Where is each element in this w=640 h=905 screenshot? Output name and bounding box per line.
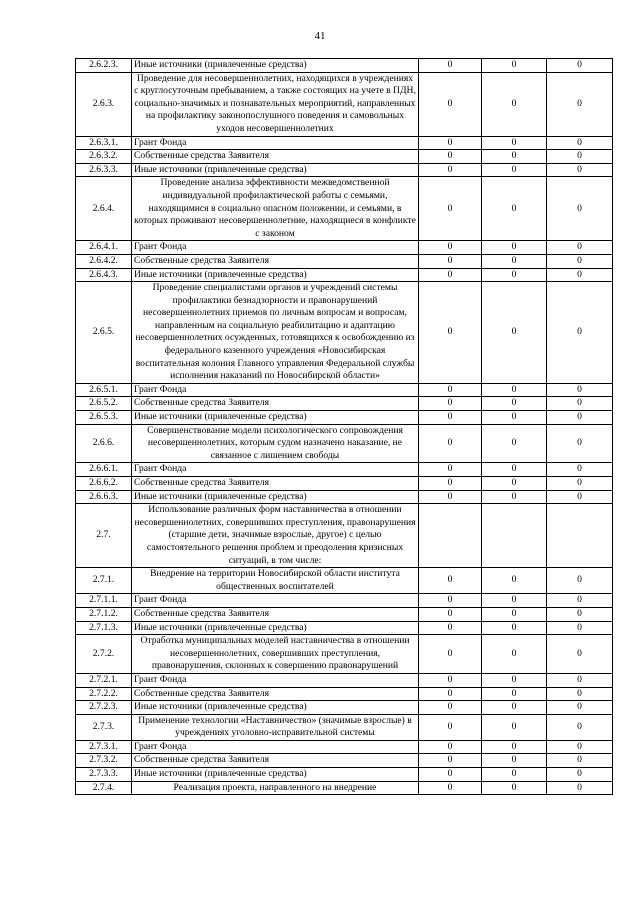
table-row bbox=[76, 701, 613, 715]
row-name-cell: Внедрение на территории Новосибирской области института общественных воспитателей bbox=[132, 568, 419, 594]
table-row bbox=[76, 424, 613, 463]
row-value-1-cell: 0 bbox=[419, 424, 482, 463]
row-name-cell: Иные источники (привлеченные средства) bbox=[132, 59, 419, 73]
row-value-2-cell: 0 bbox=[482, 568, 547, 594]
row-value-1-cell: 0 bbox=[419, 411, 482, 425]
row-code-cell: 2.7.3.1. bbox=[76, 740, 132, 754]
table-row bbox=[76, 673, 613, 687]
row-value-1-cell: 0 bbox=[419, 740, 482, 754]
row-value-3-cell: 0 bbox=[547, 268, 613, 282]
row-code-cell: 2.6.5. bbox=[76, 282, 132, 384]
row-value-1-cell: 0 bbox=[419, 754, 482, 768]
row-value-1-cell: 0 bbox=[419, 594, 482, 608]
row-name-cell: Грант Фонда bbox=[132, 594, 419, 608]
row-value-3-cell: 0 bbox=[547, 477, 613, 491]
table-row bbox=[76, 594, 613, 608]
row-value-1-cell: 0 bbox=[419, 621, 482, 635]
row-value-3-cell: 0 bbox=[547, 397, 613, 411]
row-name-cell: Иные источники (привлеченные средства) bbox=[132, 163, 419, 177]
row-value-1-cell: 0 bbox=[419, 59, 482, 73]
table-row bbox=[76, 490, 613, 504]
row-name-cell: Проведение анализа эффективности межведомственной индивидуальной профилактической работы с семьями, находящимися в социально опасном положении, и семьями, в которых проживают несовершеннолетние, находящиеся в конфликте с законом bbox=[132, 177, 419, 241]
row-name-cell: Иные источники (привлеченные средства) bbox=[132, 768, 419, 782]
row-code-cell: 2.6.4.3. bbox=[76, 268, 132, 282]
table-row bbox=[76, 768, 613, 782]
row-value-1-cell: 0 bbox=[419, 397, 482, 411]
row-value-2-cell: 0 bbox=[482, 268, 547, 282]
row-name-cell: Собственные средства Заявителя bbox=[132, 754, 419, 768]
row-value-1-cell: 0 bbox=[419, 701, 482, 715]
table-row bbox=[76, 268, 613, 282]
table-row bbox=[76, 504, 613, 568]
row-name-cell: Отработка муниципальных моделей наставничества в отношении несовершеннолетних, совершивших преступления, правонарушения, склонных к совершению правонарушений bbox=[132, 635, 419, 674]
row-code-cell: 2.7.1. bbox=[76, 568, 132, 594]
row-value-3-cell: 0 bbox=[547, 740, 613, 754]
row-value-3-cell: 0 bbox=[547, 241, 613, 255]
row-value-2-cell: 0 bbox=[482, 781, 547, 795]
row-name-cell: Применение технологии «Наставничество» (значимые взрослые) в учреждениях уголовно-исправительной системы bbox=[132, 714, 419, 740]
row-value-1-cell: 0 bbox=[419, 687, 482, 701]
row-code-cell: 2.6.5.1. bbox=[76, 383, 132, 397]
row-code-cell: 2.6.5.2. bbox=[76, 397, 132, 411]
row-value-1-cell: 0 bbox=[419, 768, 482, 782]
row-value-1-cell: 0 bbox=[419, 781, 482, 795]
row-value-3-cell: 0 bbox=[547, 59, 613, 73]
row-value-3-cell: 0 bbox=[547, 177, 613, 241]
page-number: 41 bbox=[314, 30, 326, 42]
row-name-cell: Собственные средства Заявителя bbox=[132, 150, 419, 164]
table-row bbox=[76, 754, 613, 768]
table-row bbox=[76, 163, 613, 177]
row-value-1-cell: 0 bbox=[419, 136, 482, 150]
row-value-2-cell: 0 bbox=[482, 607, 547, 621]
table-row bbox=[76, 621, 613, 635]
row-code-cell: 2.6.3. bbox=[76, 72, 132, 136]
table-row bbox=[76, 282, 613, 384]
table-row bbox=[76, 72, 613, 136]
row-value-1-cell: 0 bbox=[419, 714, 482, 740]
row-value-2-cell: 0 bbox=[482, 59, 547, 73]
row-value-1-cell: 0 bbox=[419, 463, 482, 477]
row-value-2-cell: 0 bbox=[482, 424, 547, 463]
row-code-cell: 2.6.2.3. bbox=[76, 59, 132, 73]
table-row bbox=[76, 383, 613, 397]
row-name-cell: Иные источники (привлеченные средства) bbox=[132, 621, 419, 635]
row-value-3-cell: 0 bbox=[547, 687, 613, 701]
row-value-2-cell: 0 bbox=[482, 383, 547, 397]
row-value-3-cell: 0 bbox=[547, 714, 613, 740]
row-value-3-cell: 0 bbox=[547, 701, 613, 715]
row-code-cell: 2.7. bbox=[76, 504, 132, 568]
table-row bbox=[76, 150, 613, 164]
row-code-cell: 2.6.3.3. bbox=[76, 163, 132, 177]
table-row bbox=[76, 687, 613, 701]
row-code-cell: 2.6.5.3. bbox=[76, 411, 132, 425]
row-code-cell: 2.7.1.3. bbox=[76, 621, 132, 635]
row-code-cell: 2.6.4.2. bbox=[76, 254, 132, 268]
row-value-3-cell: 0 bbox=[547, 607, 613, 621]
row-name-cell: Иные источники (привлеченные средства) bbox=[132, 490, 419, 504]
row-value-3-cell: 0 bbox=[547, 254, 613, 268]
row-value-3-cell: 0 bbox=[547, 621, 613, 635]
row-code-cell: 2.6.3.1. bbox=[76, 136, 132, 150]
row-value-2-cell: 0 bbox=[482, 136, 547, 150]
table-body bbox=[76, 59, 613, 795]
row-value-3-cell: 0 bbox=[547, 490, 613, 504]
row-value-1-cell: 0 bbox=[419, 241, 482, 255]
row-value-2-cell: 0 bbox=[482, 687, 547, 701]
row-name-cell: Использование различных форм наставничества в отношении несовершеннолетних, совершивших преступления, правонарушения (старшие дети, значимые взрослые, другое) с целью самостоятельного решения проблем и преодоления кризисных ситуаций, в том числе: bbox=[132, 504, 419, 568]
row-name-cell: Собственные средства Заявителя bbox=[132, 254, 419, 268]
row-value-3-cell: 0 bbox=[547, 594, 613, 608]
table-row bbox=[76, 177, 613, 241]
row-value-2-cell: 0 bbox=[482, 714, 547, 740]
row-value-1-cell: 0 bbox=[419, 383, 482, 397]
row-name-cell: Собственные средства Заявителя bbox=[132, 607, 419, 621]
row-value-1-cell: 0 bbox=[419, 163, 482, 177]
row-code-cell: 2.7.4. bbox=[76, 781, 132, 795]
row-value-3-cell: 0 bbox=[547, 424, 613, 463]
row-value-3-cell: 0 bbox=[547, 411, 613, 425]
budget-table bbox=[75, 58, 613, 795]
row-value-2-cell: 0 bbox=[482, 150, 547, 164]
row-name-cell: Иные источники (привлеченные средства) bbox=[132, 411, 419, 425]
row-code-cell: 2.7.2.2. bbox=[76, 687, 132, 701]
table-row bbox=[76, 463, 613, 477]
row-value-2-cell: 0 bbox=[482, 477, 547, 491]
row-name-cell: Грант Фонда bbox=[132, 136, 419, 150]
row-value-2-cell: 0 bbox=[482, 635, 547, 674]
row-value-3-cell: 0 bbox=[547, 568, 613, 594]
row-code-cell: 2.6.3.2. bbox=[76, 150, 132, 164]
row-value-3-cell: 0 bbox=[547, 383, 613, 397]
row-value-2-cell: 0 bbox=[482, 397, 547, 411]
row-name-cell: Проведение специалистами органов и учреждений системы профилактики безнадзорности и правонарушений несовершеннолетних приемов по личным вопросам и вопросам, направленным на социальную реабилитацию и адаптацию несовершеннолетних осужденных, готовящихся к освобождению из федерального казенного учреждения «Новосибирская воспитательная колония Главного управления Федеральной службы исполнения наказаний по Новосибирской области» bbox=[132, 282, 419, 384]
row-value-2-cell bbox=[482, 504, 547, 568]
row-value-2-cell: 0 bbox=[482, 282, 547, 384]
row-code-cell: 2.7.3. bbox=[76, 714, 132, 740]
table-row bbox=[76, 397, 613, 411]
table-row bbox=[76, 781, 613, 795]
row-code-cell: 2.7.3.3. bbox=[76, 768, 132, 782]
row-value-2-cell: 0 bbox=[482, 594, 547, 608]
row-value-2-cell: 0 bbox=[482, 411, 547, 425]
row-code-cell: 2.7.2.1. bbox=[76, 673, 132, 687]
row-value-1-cell: 0 bbox=[419, 282, 482, 384]
row-name-cell: Грант Фонда bbox=[132, 463, 419, 477]
row-value-1-cell: 0 bbox=[419, 607, 482, 621]
row-value-3-cell: 0 bbox=[547, 635, 613, 674]
row-value-1-cell: 0 bbox=[419, 635, 482, 674]
row-value-2-cell: 0 bbox=[482, 163, 547, 177]
row-code-cell: 2.7.2.3. bbox=[76, 701, 132, 715]
table-row bbox=[76, 59, 613, 73]
row-value-1-cell: 0 bbox=[419, 72, 482, 136]
row-value-3-cell: 0 bbox=[547, 282, 613, 384]
row-value-2-cell: 0 bbox=[482, 754, 547, 768]
row-value-3-cell: 0 bbox=[547, 781, 613, 795]
row-name-cell: Совершенствование модели психологического сопровождения несовершеннолетних, которым судом назначено наказание, не связанное с лишением свободы bbox=[132, 424, 419, 463]
row-code-cell: 2.6.4.1. bbox=[76, 241, 132, 255]
row-value-1-cell: 0 bbox=[419, 568, 482, 594]
row-value-2-cell: 0 bbox=[482, 72, 547, 136]
row-name-cell: Грант Фонда bbox=[132, 740, 419, 754]
row-value-1-cell: 0 bbox=[419, 477, 482, 491]
row-value-3-cell: 0 bbox=[547, 163, 613, 177]
row-value-1-cell: 0 bbox=[419, 177, 482, 241]
row-name-cell: Иные источники (привлеченные средства) bbox=[132, 268, 419, 282]
row-value-3-cell: 0 bbox=[547, 768, 613, 782]
row-name-cell: Собственные средства Заявителя bbox=[132, 397, 419, 411]
row-value-3-cell: 0 bbox=[547, 673, 613, 687]
row-value-3-cell: 0 bbox=[547, 150, 613, 164]
row-name-cell: Грант Фонда bbox=[132, 673, 419, 687]
table-row bbox=[76, 241, 613, 255]
row-value-2-cell: 0 bbox=[482, 673, 547, 687]
row-code-cell: 2.6.6.3. bbox=[76, 490, 132, 504]
row-name-cell: Собственные средства Заявителя bbox=[132, 477, 419, 491]
table-row bbox=[76, 740, 613, 754]
row-value-3-cell: 0 bbox=[547, 463, 613, 477]
row-code-cell: 2.7.3.2. bbox=[76, 754, 132, 768]
row-value-2-cell: 0 bbox=[482, 463, 547, 477]
row-code-cell: 2.7.1.1. bbox=[76, 594, 132, 608]
row-name-cell: Собственные средства Заявителя bbox=[132, 687, 419, 701]
row-value-1-cell: 0 bbox=[419, 150, 482, 164]
table-row bbox=[76, 607, 613, 621]
table-row bbox=[76, 714, 613, 740]
table-row bbox=[76, 477, 613, 491]
row-value-2-cell: 0 bbox=[482, 241, 547, 255]
row-name-cell: Реализация проекта, направленного на внедрение bbox=[132, 781, 419, 795]
table-row bbox=[76, 568, 613, 594]
row-code-cell: 2.6.6.2. bbox=[76, 477, 132, 491]
row-name-cell: Проведение для несовершеннолетних, находящихся в учреждениях с круглосуточным пребыванием, а также состоящих на учете в ПДН, социально-значимых и познавательных мероприятий, направленных на профилактику законопослушного поведения и самовольных уходов несовершеннолетних bbox=[132, 72, 419, 136]
row-code-cell: 2.6.6.1. bbox=[76, 463, 132, 477]
row-value-1-cell: 0 bbox=[419, 673, 482, 687]
row-value-1-cell: 0 bbox=[419, 254, 482, 268]
row-value-2-cell: 0 bbox=[482, 621, 547, 635]
row-name-cell: Грант Фонда bbox=[132, 241, 419, 255]
table-row bbox=[76, 136, 613, 150]
row-value-3-cell bbox=[547, 504, 613, 568]
table-row bbox=[76, 411, 613, 425]
row-value-2-cell: 0 bbox=[482, 701, 547, 715]
row-value-2-cell: 0 bbox=[482, 177, 547, 241]
row-value-3-cell: 0 bbox=[547, 136, 613, 150]
row-value-3-cell: 0 bbox=[547, 754, 613, 768]
row-code-cell: 2.7.1.2. bbox=[76, 607, 132, 621]
row-value-1-cell: 0 bbox=[419, 268, 482, 282]
row-name-cell: Иные источники (привлеченные средства) bbox=[132, 701, 419, 715]
row-value-2-cell: 0 bbox=[482, 740, 547, 754]
row-value-2-cell: 0 bbox=[482, 490, 547, 504]
row-value-1-cell: 0 bbox=[419, 490, 482, 504]
row-value-3-cell: 0 bbox=[547, 72, 613, 136]
row-value-2-cell: 0 bbox=[482, 254, 547, 268]
row-code-cell: 2.6.6. bbox=[76, 424, 132, 463]
row-value-2-cell: 0 bbox=[482, 768, 547, 782]
table-row bbox=[76, 635, 613, 674]
row-code-cell: 2.7.2. bbox=[76, 635, 132, 674]
row-value-1-cell bbox=[419, 504, 482, 568]
row-code-cell: 2.6.4. bbox=[76, 177, 132, 241]
table-row bbox=[76, 254, 613, 268]
row-name-cell: Грант Фонда bbox=[132, 383, 419, 397]
